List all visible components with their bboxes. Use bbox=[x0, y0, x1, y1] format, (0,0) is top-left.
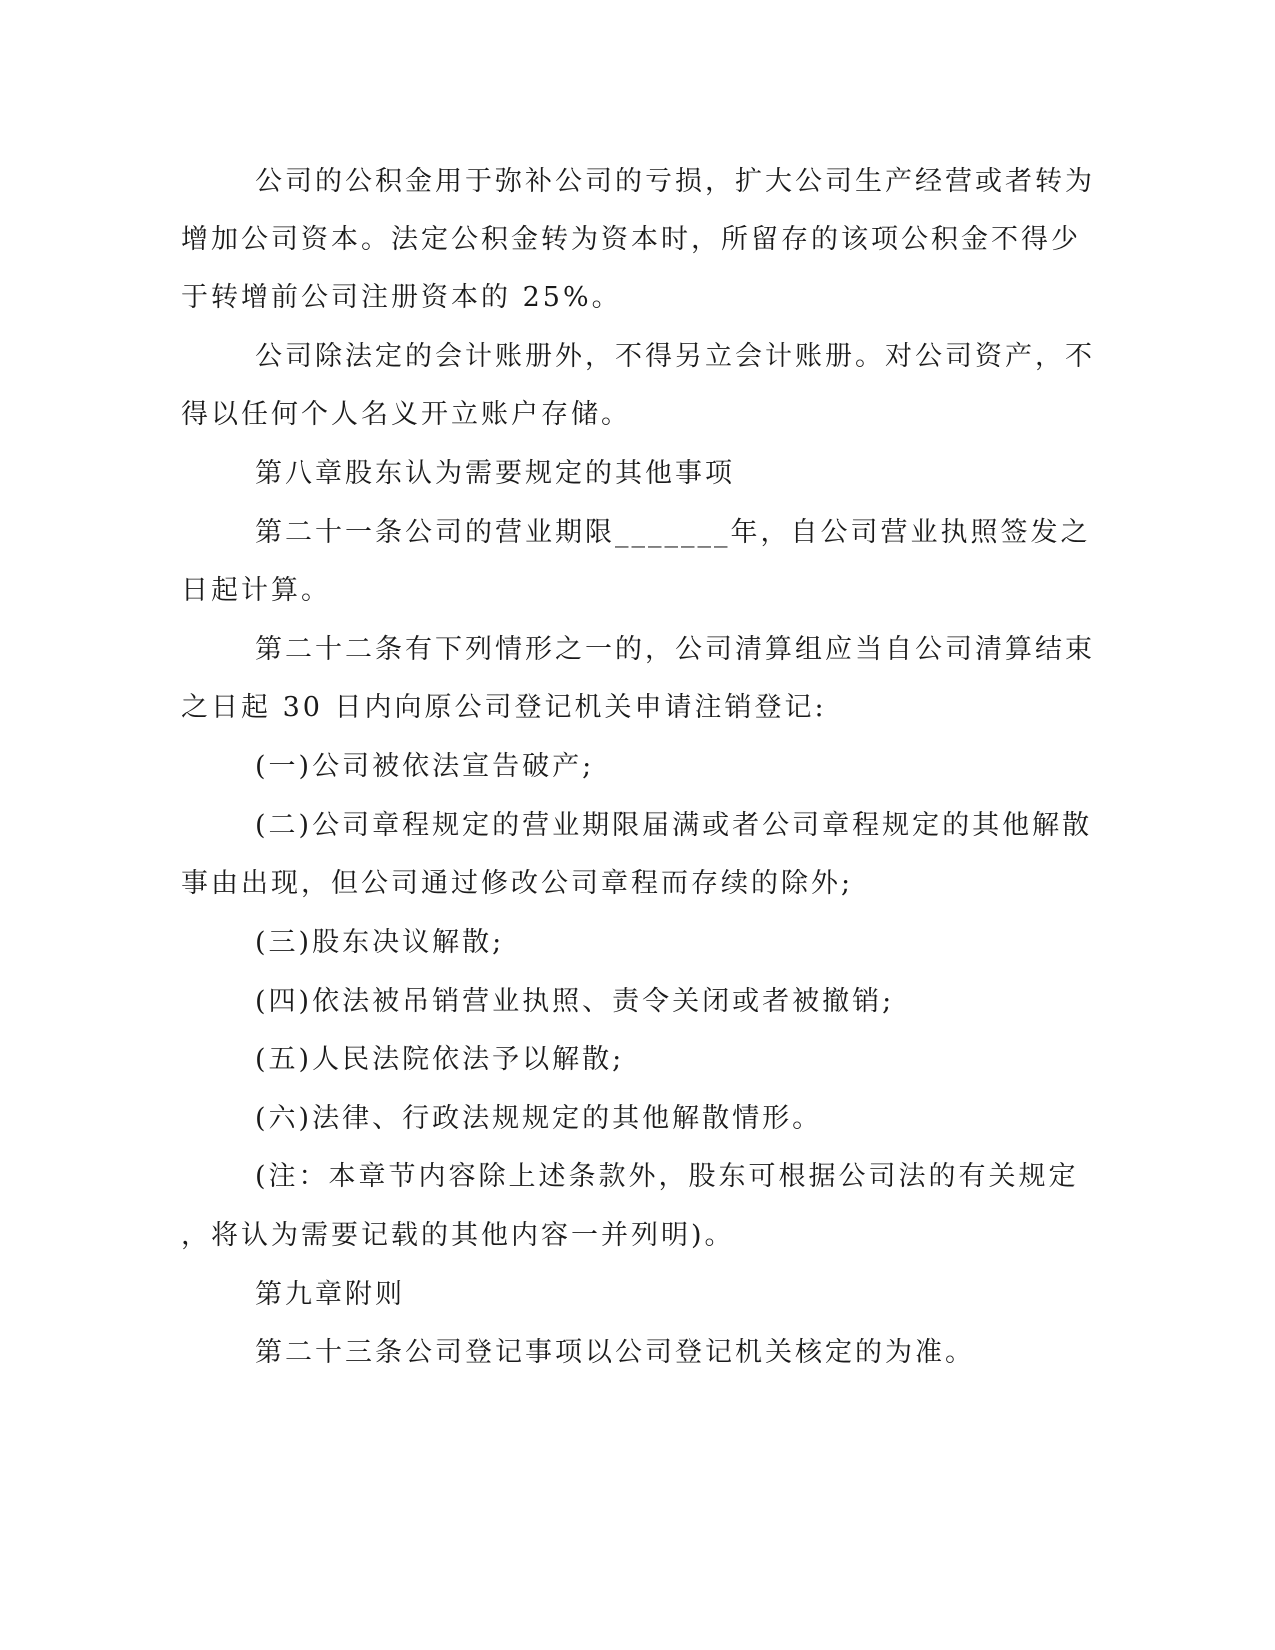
article-21-line-1: 第二十一条公司的营业期限_______年，自公司营业执照签发之 bbox=[255, 517, 1091, 548]
paragraph-line-1: 公司的公积金用于弥补公司的亏损，扩大公司生产经营或者转为 bbox=[255, 166, 1095, 197]
note-line-2: ，将认为需要记载的其他内容一并列明)。 bbox=[181, 1220, 735, 1251]
list-item-3: (三)股东决议解散; bbox=[255, 927, 505, 958]
chapter-nine-heading: 第九章附则 bbox=[255, 1279, 405, 1310]
note-line-1: (注：本章节内容除上述条款外，股东可根据公司法的有关规定 bbox=[255, 1161, 1079, 1192]
list-item-5: (五)人民法院依法予以解散; bbox=[255, 1044, 625, 1075]
list-item-6: (六)法律、行政法规规定的其他解散情形。 bbox=[255, 1103, 823, 1134]
article-22-line-1: 第二十二条有下列情形之一的，公司清算组应当自公司清算结束 bbox=[255, 634, 1095, 665]
list-item-2-line-1: (二)公司章程规定的营业期限届满或者公司章程规定的其他解散 bbox=[255, 810, 1093, 841]
list-item-2-line-2: 事由出现，但公司通过修改公司章程而存续的除外; bbox=[181, 868, 854, 899]
list-item-1: (一)公司被依法宣告破产; bbox=[255, 751, 595, 782]
paragraph-line-4: 公司除法定的会计账册外，不得另立会计账册。对公司资产，不 bbox=[255, 341, 1095, 372]
paragraph-line-5: 得以任何个人名义开立账户存储。 bbox=[181, 399, 631, 430]
list-item-4: (四)依法被吊销营业执照、责令关闭或者被撤销; bbox=[255, 986, 895, 1017]
article-21-line-2: 日起计算。 bbox=[181, 575, 331, 606]
article-23: 第二十三条公司登记事项以公司登记机关核定的为准。 bbox=[255, 1337, 975, 1368]
chapter-eight-heading: 第八章股东认为需要规定的其他事项 bbox=[255, 458, 735, 489]
article-22-line-2: 之日起 30 日内向原公司登记机关申请注销登记: bbox=[181, 692, 827, 723]
paragraph-line-3: 于转增前公司注册资本的 25%。 bbox=[181, 282, 622, 313]
paragraph-line-2: 增加公司资本。法定公积金转为资本时，所留存的该项公积金不得少 bbox=[181, 224, 1081, 255]
